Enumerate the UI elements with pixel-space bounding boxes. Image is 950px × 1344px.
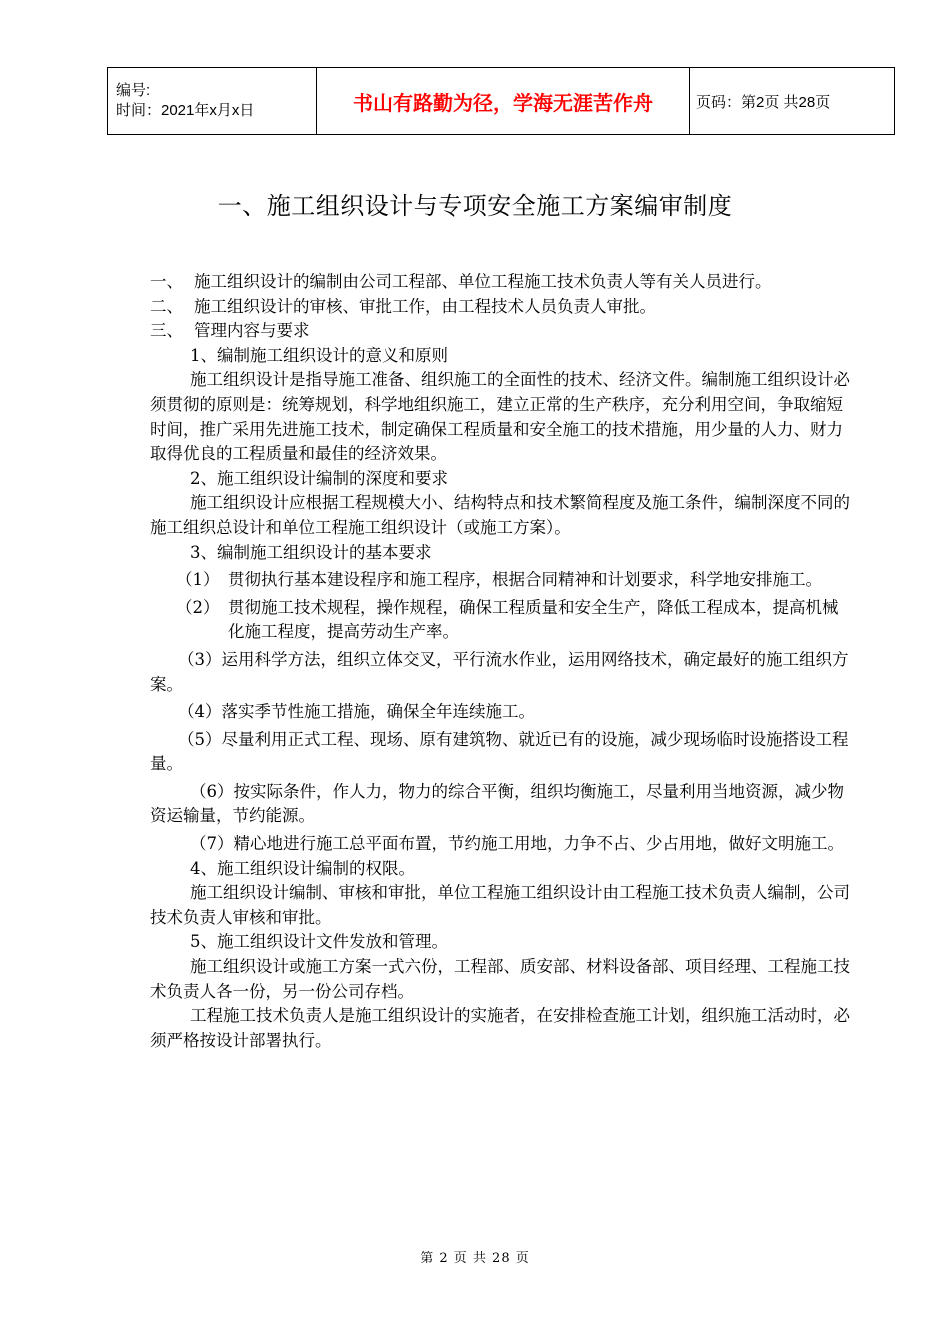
requirement-text: 贯彻执行基本建设程序和施工程序，根据合同精神和计划要求，科学地安排施工。: [228, 570, 822, 590]
section-heading: 2、施工组织设计编制的深度和要求: [190, 468, 448, 488]
section-heading: 5、施工组织设计文件发放和管理。: [190, 932, 448, 952]
header-page-label: 页码：第2页 共28页: [690, 68, 895, 135]
requirement-item: （4）落实季节性施工措施，确保全年连续施工。: [178, 702, 535, 722]
list-number: 二、: [150, 296, 183, 316]
document-body: [150, 270, 852, 1053]
paragraph: 施工组织设计是指导施工准备、组织施工的全面性的技术、经济文件。编制施工组织设计必须贯彻的原则是：统筹规划，科学地组织施工，建立正常的生产秩序，充分利用空间，争取缩短时间，推广采用先进施工技术，制定确保工程质量和安全施工的技术措施，用少量的人力、财力取得优良的工程质量和最佳的经济效果。: [150, 370, 850, 464]
page-footer: 第 2 页 共 28 页: [420, 1251, 530, 1266]
paragraph: 施工组织设计或施工方案一式六份，工程部、质安部、材料设备部、项目经理、工程施工技术负责人各一份，另一份公司存档。: [150, 957, 850, 1001]
header-meta-cell: [108, 68, 317, 135]
requirement-item: （5）尽量利用正式工程、现场、原有建筑物、就近已有的设施，减少现场临时设施搭设工程量。: [150, 729, 849, 774]
list-item: [150, 270, 852, 295]
section-heading: 1、编制施工组织设计的意义和原则: [190, 345, 448, 365]
list-text: 施工组织设计的审核、审批工作，由工程技术人员负责人审批。: [194, 296, 656, 316]
requirement-item: （7）精心地进行施工总平面布置，节约施工用地，力争不占、少占用地，做好文明施工。: [190, 834, 844, 854]
paragraph: 施工组织设计应根据工程规模大小、结构特点和技术繁简程度及施工条件，编制深度不同的施工组织总设计和单位工程施工组织设计（或施工方案）。: [150, 493, 850, 537]
section-heading: 4、施工组织设计编制的权限。: [190, 858, 415, 878]
list-number: 一、: [150, 272, 183, 291]
requirement-item: [150, 596, 852, 645]
list-text: 施工组织设计的编制由公司工程部、单位工程施工技术负责人等有关人员进行。: [194, 272, 772, 291]
document-title: 一、施工组织设计与专项安全施工方案编审制度: [217, 192, 733, 220]
requirement-text: 贯彻施工技术规程，操作规程，确保工程质量和安全生产，降低工程成本，提高机械化施工程度，提高劳动生产率。: [228, 597, 839, 642]
requirement-item: [150, 568, 852, 593]
requirement-item: （6）按实际条件，作人力，物力的综合平衡，组织均衡施工，尽量利用当地资源，减少物资运输量，节约能源。: [150, 781, 844, 826]
paragraph: 工程施工技术负责人是施工组织设计的实施者，在安排检查施工计划，组织施工活动时，必须严格按设计部署执行。: [150, 1006, 850, 1050]
paragraph: 施工组织设计编制、审核和审批，单位工程施工组织设计由工程施工技术负责人编制，公司技术负责人审核和审批。: [150, 883, 850, 927]
section-heading: 3、编制施工组织设计的基本要求: [190, 542, 432, 562]
list-number: 三、: [150, 321, 183, 341]
list-text: 管理内容与要求: [194, 321, 310, 341]
requirement-item: （3）运用科学方法，组织立体交叉，平行流水作业，运用网络技术，确定最好的施工组织方案。: [150, 649, 849, 694]
list-item: [150, 319, 852, 344]
document-time-label: 时间：2021年x月x日: [116, 102, 255, 119]
list-item: [150, 295, 852, 320]
header-motto: 书山有路勤为径，学海无涯苦作舟: [317, 68, 690, 135]
requirement-label: （2）: [176, 597, 220, 617]
document-header: [107, 67, 895, 135]
document-number-label: 编号:: [116, 82, 151, 99]
requirement-label: （1）: [176, 570, 220, 590]
